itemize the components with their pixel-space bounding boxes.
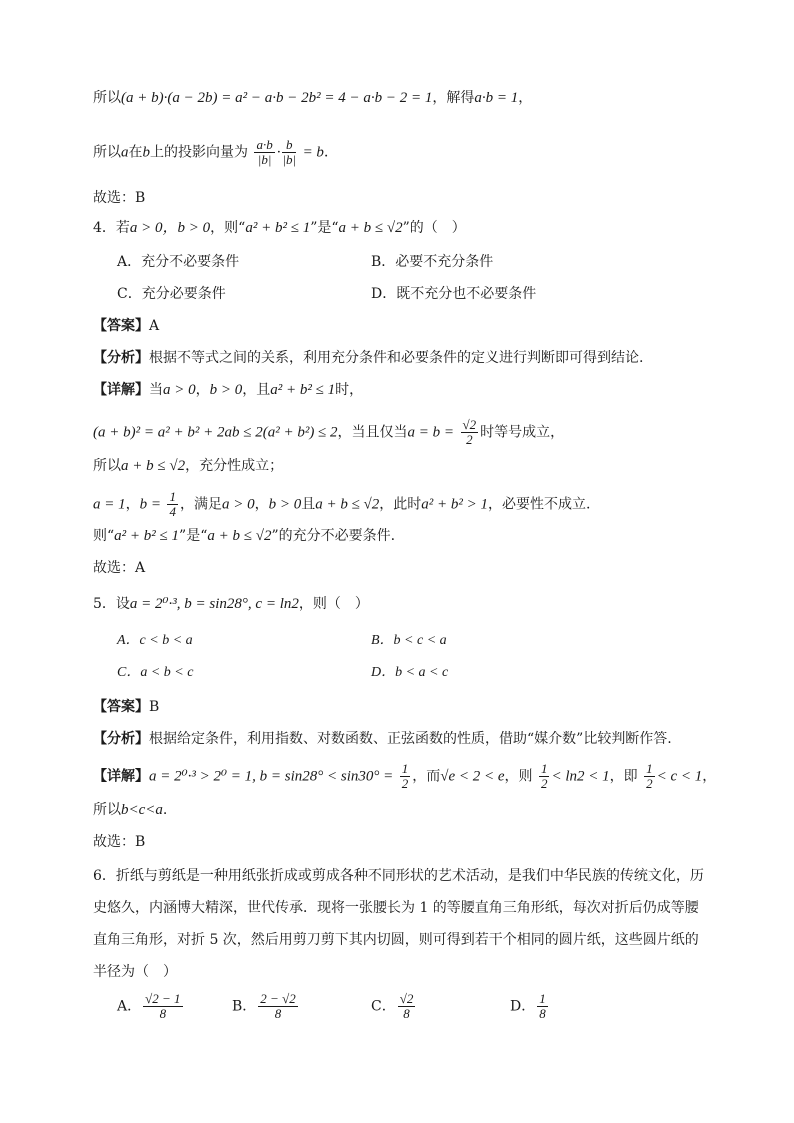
q4-detail-line-3: 所以a + b ≤ √2，充分性成立； bbox=[93, 458, 284, 474]
projection-fraction-2: $\frac{b}{|b|}$ bbox=[282, 137, 297, 167]
half-fraction-3: $\frac{1}{2}$ bbox=[646, 761, 653, 791]
q3-solution-line-2: 所以a在b上的投影向量为 $\frac{a\cdot b}{|b|}$ · $\frac{b}{|b|}$ = b． bbox=[93, 137, 338, 167]
q5-option-c: C．a < b < c bbox=[117, 665, 194, 680]
projection-fraction-1: $\frac{a\cdot b}{|b|}$ bbox=[256, 137, 273, 167]
q3-choice: 故选：B bbox=[93, 190, 146, 206]
q3-solution-line-1: 所以(a + b)·(a − 2b) = a² − a·b − 2b² = 4 − a·b − 2 = 1，解得a·b = 1， bbox=[93, 90, 533, 106]
q4-analysis: 【分析】根据不等式之间的关系，利用充分条件和必要条件的定义进行判断即可得到结论. bbox=[93, 350, 644, 366]
q5-analysis: 【分析】根据给定条件，利用指数、对数函数、正弦函数的性质，借助“媒介数”比较判断作答. bbox=[93, 731, 672, 747]
q5-option-a: A．c < b < a bbox=[117, 633, 193, 648]
q5-stem: 5．设a = 2⁰·³, b = sin28°, c = ln2，则（ ） bbox=[93, 596, 369, 612]
q4-detail-line-4: a = 1，b = $\frac{1}{4}$ ，满足a > 0，b > 0且a + b ≤ √2，此时a² + b² > 1，必要性不成立. bbox=[93, 489, 591, 519]
q4-detail-line-5: 则“a² + b² ≤ 1”是“a + b ≤ √2”的充分不必要条件. bbox=[93, 528, 396, 544]
q6-option-a: A． $\frac{√2 - 1}{8}$ bbox=[117, 991, 181, 1021]
q5-option-d: D．b < a < c bbox=[371, 665, 449, 680]
q5-option-b: B．b < c < a bbox=[371, 633, 447, 648]
q4-option-a: A．充分不必要条件 bbox=[117, 254, 240, 270]
q4-option-d: D．既不充分也不必要条件 bbox=[371, 286, 537, 302]
q5-choice: 故选：B bbox=[93, 834, 146, 850]
q4-choice: 故选：A bbox=[93, 560, 146, 576]
q4-answer: 【答案】A bbox=[93, 318, 160, 334]
q4-option-b: B．必要不充分条件 bbox=[371, 254, 494, 270]
q6-stem-line-4: 半径为（ ） bbox=[93, 964, 177, 980]
q3-result: a·b = 1 bbox=[474, 90, 519, 106]
q6-option-c: C． $\frac{√2}{8}$ bbox=[371, 991, 414, 1021]
q5-detail-line-1: 【详解】a = 2⁰·³ > 2⁰ = 1, b = sin28° < sin30° = $\frac{1}{2}$ ，而√e < 2 < e，则 $\frac{1}{2}$ < ln2 < 1，即 $\frac{1}{2}$ < c < 1， bbox=[93, 761, 717, 791]
q6-stem-line-2: 史悠久，内涵博大精深，世代传承．现将一张腰长为 1 的等腰直角三角形纸，每次对折后仍成等腰 bbox=[93, 900, 699, 916]
q5-answer: 【答案】B bbox=[93, 699, 160, 715]
one-quarter-fraction: $\frac{1}{4}$ bbox=[169, 489, 176, 519]
q3-expression: (a + b)·(a − 2b) = a² − a·b − 2b² = 4 − a·b − 2 = 1 bbox=[121, 90, 433, 106]
half-fraction-1: $\frac{1}{2}$ bbox=[401, 761, 409, 791]
q5-detail-line-2: 所以b<c<a. bbox=[93, 802, 168, 818]
q4-stem: 4．若a > 0，b > 0，则“a² + b² ≤ 1”是“a + b ≤ √2”的（ ） bbox=[93, 220, 466, 236]
q4-detail-line-1: 【详解】当a > 0，b > 0，且a² + b² ≤ 1时， bbox=[93, 382, 364, 398]
q4-option-c: C．充分必要条件 bbox=[117, 286, 226, 302]
q6-option-d: D． $\frac{1}{8}$ bbox=[510, 991, 546, 1021]
sqrt2-over-2-fraction: $\frac{√2}{2}$ bbox=[462, 417, 477, 447]
q4-detail-line-2: (a + b)² = a² + b² + 2ab ≤ 2(a² + b²) ≤ 2，当且仅当a = b = $\frac{√2}{2}$ 时等号成立， bbox=[93, 417, 565, 447]
q6-option-b: B． $\frac{2 - √2}{8}$ bbox=[232, 991, 296, 1021]
half-fraction-2: $\frac{1}{2}$ bbox=[540, 761, 548, 791]
q6-stem-line-1: 6．折纸与剪纸是一种用纸张折成或剪成各种不同形状的艺术活动，是我们中华民族的传统文化，历 bbox=[93, 868, 704, 884]
q6-stem-line-3: 直角三角形，对折 5 次，然后用剪刀剪下其内切圆，则可得到若干个相同的圆片纸，这些圆片纸的 bbox=[93, 932, 699, 948]
